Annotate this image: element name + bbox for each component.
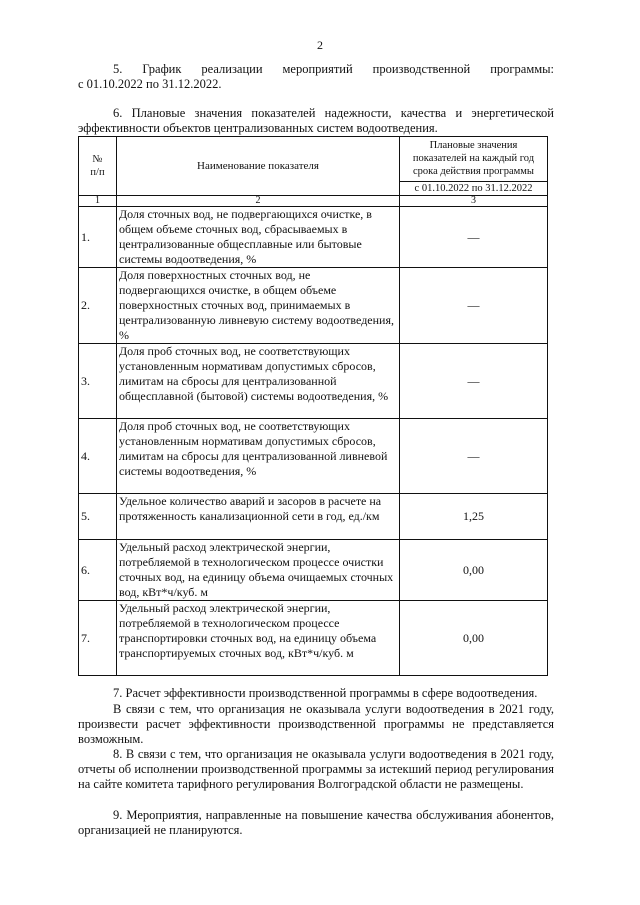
- section-6-line2: эффективности объектов централизованных систем водоотведения.: [78, 121, 438, 135]
- table-row: [79, 207, 548, 268]
- row-number: 6.: [79, 540, 117, 601]
- section-8-text: 8. В связи с тем, что организация не оказывала услуги водоотведения в 2021 году, отчеты об исполнении производственной программы за истекший период регулирования на сайте комитета тарифного регулирования Волгоградской области не размещены.: [78, 747, 554, 791]
- header-number: № п/п: [79, 137, 117, 196]
- page-number: 2: [317, 38, 323, 52]
- row-number: 4.: [79, 419, 117, 494]
- section-9-text: 9. Мероприятия, направленные на повышение качества обслуживания абонентов, организацией не планируются.: [78, 808, 554, 837]
- column-number: 1: [79, 196, 117, 207]
- row-number: 2.: [79, 268, 117, 344]
- header-planned-values: Плановые значения показателей на каждый год срока действия программы: [400, 137, 548, 182]
- table-row: [79, 540, 548, 601]
- column-number: 3: [400, 196, 548, 207]
- indicators-table: [78, 136, 548, 676]
- indicator-name: Доля проб сточных вод, не соответствующих установленным нормативам допустимых сбросов, лимитам на сбросы для централизованной ливневой системы водоотведения, %: [117, 419, 400, 494]
- table-header-row: [79, 137, 548, 182]
- section-5-period: с 01.10.2022 по 31.12.2022.: [78, 77, 222, 91]
- indicator-value: —: [400, 419, 548, 494]
- indicator-value: 0,00: [400, 601, 548, 676]
- indicator-value: 1,25: [400, 494, 548, 540]
- indicator-value: —: [400, 268, 548, 344]
- row-number: 1.: [79, 207, 117, 268]
- row-number: 7.: [79, 601, 117, 676]
- indicator-value: —: [400, 344, 548, 419]
- indicator-value: —: [400, 207, 548, 268]
- table-row: [79, 344, 548, 419]
- section-7-heading: 7. Расчет эффективности производственной программы в сфере водоотведения.: [113, 686, 538, 700]
- section-5-line1: 5. График реализации мероприятий производственной программы:: [113, 62, 555, 76]
- table-row: [79, 419, 548, 494]
- row-number: 5.: [79, 494, 117, 540]
- table-row: [79, 268, 548, 344]
- indicator-name: Доля сточных вод, не подвергающихся очистке, в общем объеме сточных вод, сбрасываемых в централизованные общесплавные или бытовые системы водоотведения, %: [117, 207, 400, 268]
- section-6-line1: 6. Плановые значения показателей надежности, качества и энергетической: [113, 106, 554, 120]
- section-7-text: В связи с тем, что организация не оказывала услуги водоотведения в 2021 году, произвести расчет эффективности производственной программы не представляется возможным.: [78, 702, 554, 746]
- table-column-numbers: [79, 196, 548, 207]
- section-5: [78, 62, 554, 77]
- indicator-name: Доля поверхностных сточных вод, не подвергающихся очистке, в общем объеме поверхностных сточных вод, принимаемых в централизованную ливневую систему водоотведения, %: [117, 268, 400, 344]
- indicator-name: Доля проб сточных вод, не соответствующих установленным нормативам допустимых сбросов, лимитам на сбросы для централизованной общесплавной (бытовой) системы водоотведения, %: [117, 344, 400, 419]
- row-number: 3.: [79, 344, 117, 419]
- header-indicator-name: Наименование показателя: [117, 137, 400, 196]
- indicator-name: Удельное количество аварий и засоров в расчете на протяженность канализационной сети в год, ед./км: [117, 494, 400, 540]
- table-row: [79, 494, 548, 540]
- column-number: 2: [117, 196, 400, 207]
- indicator-name: Удельный расход электрической энергии, потребляемой в технологическом процессе транспортировки сточных вод, на единицу объема транспортируемых сточных вод, кВт*ч/куб. м: [117, 601, 400, 676]
- header-period: с 01.10.2022 по 31.12.2022: [400, 181, 548, 195]
- indicator-name: Удельный расход электрической энергии, потребляемой в технологическом процессе очистки сточных вод, на единицу объема очищаемых сточных вод, кВт*ч/куб. м: [117, 540, 400, 601]
- indicator-value: 0,00: [400, 540, 548, 601]
- table-row: [79, 601, 548, 676]
